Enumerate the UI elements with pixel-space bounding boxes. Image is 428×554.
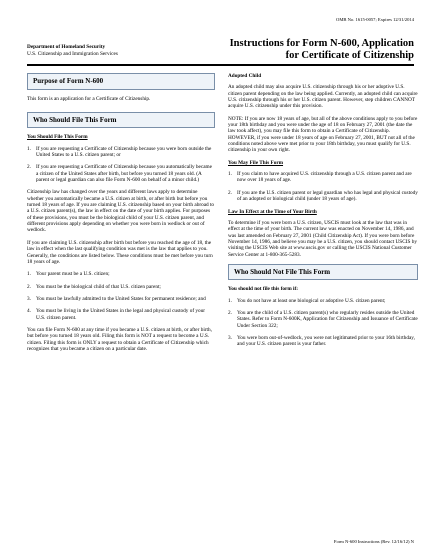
left-column [27, 73, 215, 358]
list-text: Your parent must be a U.S. citizen; [36, 271, 110, 278]
agency-block [27, 44, 118, 58]
after-birth-paragraph: If you are claiming U.S. citizenship after birth but before you reached the age of 18, the law in effect when the last qualifying condition was met is the law that applies to you. Generally, the conditions are listed below. These conditions must be met before you turn 18 years of age. [27, 239, 213, 265]
list-item [228, 310, 418, 329]
list-item [27, 164, 215, 183]
list-number: 1. [27, 145, 31, 152]
who-should-file-subhead: You Should File This Form [27, 134, 88, 141]
agency-department: Department of Homeland Security [27, 44, 106, 50]
list-item [228, 298, 418, 304]
list-item [27, 308, 215, 321]
list-number: 1. [228, 171, 232, 178]
title-line-1: Instructions for Form N-600, Application [229, 38, 414, 49]
omb-number: OMB No. 1615-0057; Expires 12/31/2014 [336, 17, 414, 22]
who-should-not-file-heading: Who Should Not File This Form [228, 264, 418, 281]
page-footer: Form N-600 Instructions (Rev. 12/16/12) N [333, 539, 414, 544]
list-number: 1. [27, 271, 31, 278]
list-text: If you are the U.S. citizen parent or legal guardian who has legal and physical custody of an adopted or biological child (under 18 years of age). [237, 189, 418, 203]
title-line-2: for Certificate of Citizenship [285, 49, 414, 61]
note-text: NOTE: If you are now 18 years of age, but all of the above conditions apply to you before your 18th birthday and you were under the age of 18 on February 27, 2001 (the date the law took affect), you may file this form to obtain a Certificate of Citizenship. HOWEVER, if you were under 18 years of age on February 27, 2001, BUT not all of the conditions noted above were met prior to your 18th birthday, you must qualify for U.S. citizenship in your own right. [228, 115, 418, 154]
list-text: You must be living in the United States in the legal and physical custody of your U.S. citizen parent. [36, 308, 206, 321]
list-number: 2. [228, 189, 232, 196]
list-number: 3. [27, 295, 31, 302]
law-in-effect-subhead: Law In Effect at the Time of Your Birth [228, 208, 317, 215]
page-title [214, 38, 414, 61]
list-text: You were born out-of-wedlock, you were not legitimated prior to your 16th birthday, and your U.S. citizen parent is your father. [237, 335, 415, 348]
adopted-child-subhead: Adopted Child [228, 73, 262, 79]
list-number: 3. [228, 335, 232, 342]
list-item [228, 171, 418, 184]
list-number: 1. [228, 297, 232, 304]
list-text: If you claim to have acquired U.S. citizenship through a U.S. citizen parent and are now over 18 years of age. [237, 171, 412, 184]
list-text: You do not have at least one biological or adoptive U.S. citizen parent; [237, 297, 386, 304]
list-text: You must be the biological child of that U.S. citizen parent; [36, 283, 161, 290]
adopted-child-text: An adopted child may also acquire U.S. citizenship through his or her adoptive U.S. citizen parent depending on the law being applied. Currently, an adopted child can acquire U.S. citizenship through his or her U.S. citizen parent. However, step children CANNOT acquire U.S. citizenship under this provision. [228, 84, 418, 110]
list-number: 2. [27, 283, 31, 290]
list-number: 2. [27, 164, 31, 171]
filing-paragraph: You can file Form N-600 at any time if you became a U.S. citizen at birth, or after birth, but before you turned 18 years old. Filing this form is NOT a request to become a U.S. citizen. Filing this form is ONLY a request to obtain a Certificate of Citizenship which recognizes that you became a citizen on a particular date. [27, 326, 212, 352]
list-item [228, 190, 418, 203]
who-should-file-heading: Who Should File This Form [27, 112, 215, 129]
list-text: You must be lawfully admitted to the United States for permanent residence; and [36, 295, 206, 302]
list-item [27, 146, 215, 159]
list-item [27, 271, 215, 277]
purpose-heading: Purpose of Form N-600 [27, 73, 215, 90]
list-item [27, 296, 215, 302]
list-text: If you are requesting a Certificate of Citizenship because you automatically became a citizen of the United States after birth, but before you turned 18 years old. (A parent or legal guardian can also file Form N-600 on behalf of a minor child.) [36, 164, 212, 184]
citizenship-law-paragraph: Citizenship law has changed over the years and different laws apply to determine whether you automatically became a U.S. citizen at birth, or after birth but before you turned 18 years of age. If you are claiming U.S. citizenship based on your birth abroad to a U.S. citizen parent(s), the law in effect on the date of your birth applies. For purposes of these provisions, you must be the biological child of your U.S. citizen parent, and different provisions apply depending on whether you were born in wedlock or out of wedlock. [27, 189, 215, 234]
right-column [228, 73, 418, 354]
agency-service: U.S. Citizenship and Immigration Services [27, 51, 118, 57]
list-number: 4. [27, 308, 31, 315]
list-text: You are the child of a U.S. citizen parent(s) who regularly resides outside the United States. Refer to Form N-600K, Application for Citizenship and Issuance of Certificate Under Section 322; [237, 310, 418, 329]
law-in-effect-text: To determine if you were born a U.S. citizen, USCIS must look at the law that was in effect at the time of your birth. The current law was enacted on November 14, 1986, and was last amended on February 27, 2001 (Child Citizenship Act). If you were born before November 14, 1986, and believe you may be a U.S. citizen, you should contact USCIS by visiting the USCIS Web site at www.uscis.gov or calling the USCIS National Customer Service Center at 1-800-365-5283. [228, 219, 417, 258]
list-text: If you are requesting a Certificate of Citizenship because you were born outside the United States to a U.S. citizen parent; or [36, 145, 212, 159]
list-item [27, 284, 215, 290]
purpose-text: This form is an application for a Certificate of Citizenship. [27, 95, 151, 102]
header-rule [27, 64, 414, 66]
list-item [228, 335, 418, 348]
may-file-subhead: You May File This Form [228, 159, 284, 166]
list-number: 2. [228, 310, 232, 317]
should-not-file-subhead: You should not file this form if: [228, 286, 299, 293]
